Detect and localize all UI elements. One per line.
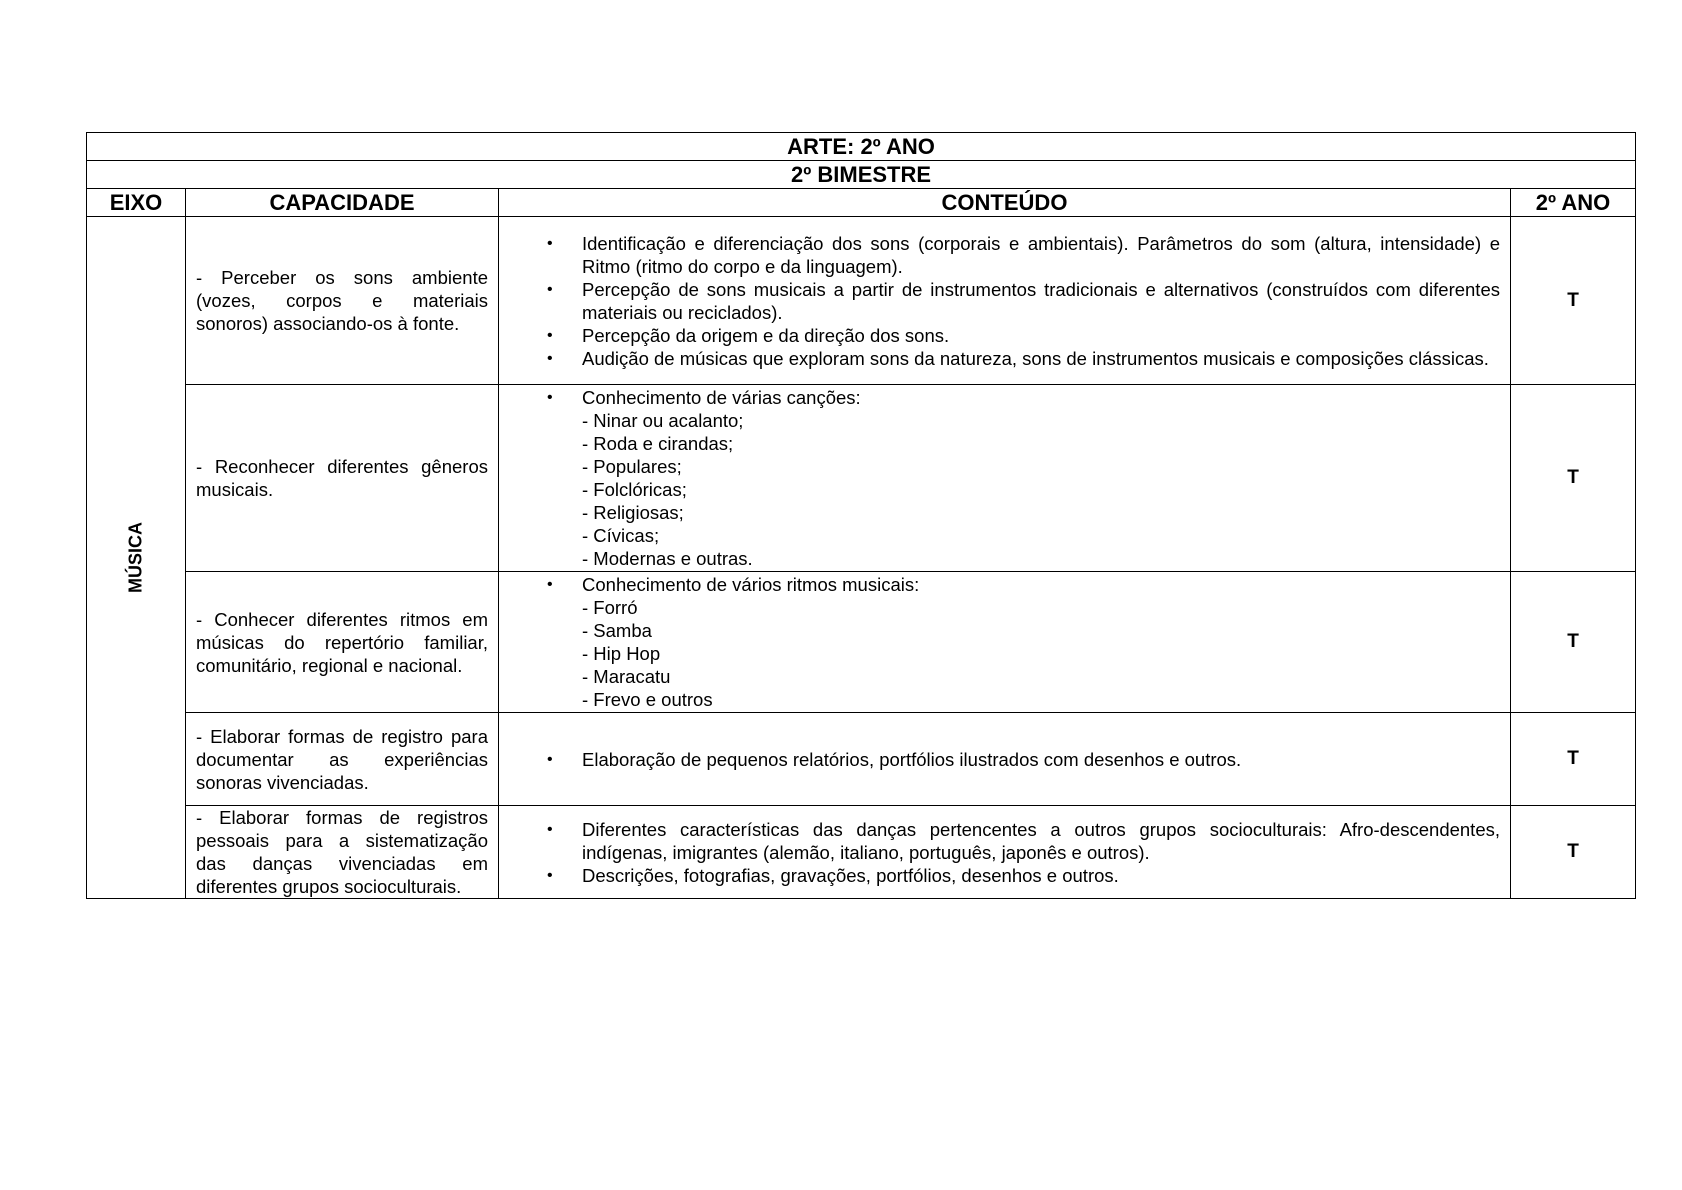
list-item: • Identificação e diferenciação dos sons (corporais e ambientais). Parâmetros do som (altura, intensidade) e Ritmo (ritmo do corpo e da linguagem). [582, 232, 1500, 278]
list-item-text: Conhecimento de várias canções: [582, 387, 861, 408]
list-item-text: Conhecimento de vários ritmos musicais: [582, 574, 920, 595]
sub-item: - Frevo e outros [582, 689, 713, 710]
conteudo-list [499, 386, 1500, 570]
table-row [87, 572, 1636, 713]
sub-item: - Forró [582, 597, 638, 618]
conteudo-cell [499, 572, 1511, 713]
list-item: • Audição de músicas que exploram sons da natureza, sons de instrumentos musicais e composições clássicas. [582, 347, 1500, 370]
conteudo-list [499, 232, 1500, 370]
sub-item: - Folclóricas; [582, 479, 687, 500]
table-row [87, 806, 1636, 899]
conteudo-cell [499, 385, 1511, 572]
sub-item: - Religiosas; [582, 502, 684, 523]
ano-mark: T [1511, 385, 1636, 572]
ano-mark: T [1511, 713, 1636, 806]
sub-item: - Modernas e outras. [582, 548, 753, 569]
list-item: • Percepção da origem e da direção dos sons. [582, 324, 1500, 347]
sub-item: - Ninar ou acalanto; [582, 410, 744, 431]
sub-item: - Maracatu [582, 666, 671, 687]
conteudo-cell [499, 713, 1511, 806]
header-eixo: EIXO [87, 189, 186, 217]
header-capacidade: CAPACIDADE [186, 189, 499, 217]
table-period: 2º BIMESTRE [87, 161, 1636, 189]
curriculum-table [86, 132, 1636, 899]
table-row [87, 713, 1636, 806]
list-item: • Percepção de sons musicais a partir de instrumentos tradicionais e alternativos (construídos com diferentes materiais ou reciclados). [582, 278, 1500, 324]
header-ano: 2º ANO [1511, 189, 1636, 217]
header-conteudo: CONTEÚDO [499, 189, 1511, 217]
eixo-cell [87, 217, 186, 899]
capacidade-cell: - Reconhecer diferentes gêneros musicais. [186, 385, 499, 572]
table-row [87, 217, 1636, 385]
capacidade-cell: - Perceber os sons ambiente (vozes, corpos e materiais sonoros) associando-os à fonte. [186, 217, 499, 385]
conteudo-cell [499, 217, 1511, 385]
eixo-label: MÚSICA [125, 522, 146, 593]
conteudo-list [499, 573, 1500, 711]
capacidade-cell: - Elaborar formas de registros pessoais para a sistematização das danças vivenciadas em diferentes grupos socioculturais. [186, 806, 499, 899]
list-item [582, 386, 1500, 570]
list-item: • Descrições, fotografias, gravações, portfólios, desenhos e outros. [582, 864, 1500, 887]
period-row [87, 161, 1636, 189]
conteudo-cell [499, 806, 1511, 899]
list-item [582, 573, 1500, 711]
list-item: • Elaboração de pequenos relatórios, portfólios ilustrados com desenhos e outros. [582, 748, 1500, 771]
list-item: • Diferentes características das danças pertencentes a outros grupos socioculturais: Afro-descendentes, indígenas, imigrantes (alemão, italiano, português, japonês e outros). [582, 818, 1500, 864]
sub-item: - Samba [582, 620, 652, 641]
capacidade-cell: - Conhecer diferentes ritmos em músicas do repertório familiar, comunitário, regional e nacional. [186, 572, 499, 713]
sub-item: - Hip Hop [582, 643, 661, 664]
conteudo-list [499, 748, 1500, 771]
ano-mark: T [1511, 217, 1636, 385]
capacidade-cell: - Elaborar formas de registro para documentar as experiências sonoras vivenciadas. [186, 713, 499, 806]
table-row [87, 385, 1636, 572]
ano-mark: T [1511, 572, 1636, 713]
column-header-row [87, 189, 1636, 217]
title-row [87, 133, 1636, 161]
sub-item: - Populares; [582, 456, 682, 477]
conteudo-list [499, 818, 1500, 887]
sub-item: - Roda e cirandas; [582, 433, 734, 454]
ano-mark: T [1511, 806, 1636, 899]
table-title: ARTE: 2º ANO [87, 133, 1636, 161]
sub-item: - Cívicas; [582, 525, 660, 546]
